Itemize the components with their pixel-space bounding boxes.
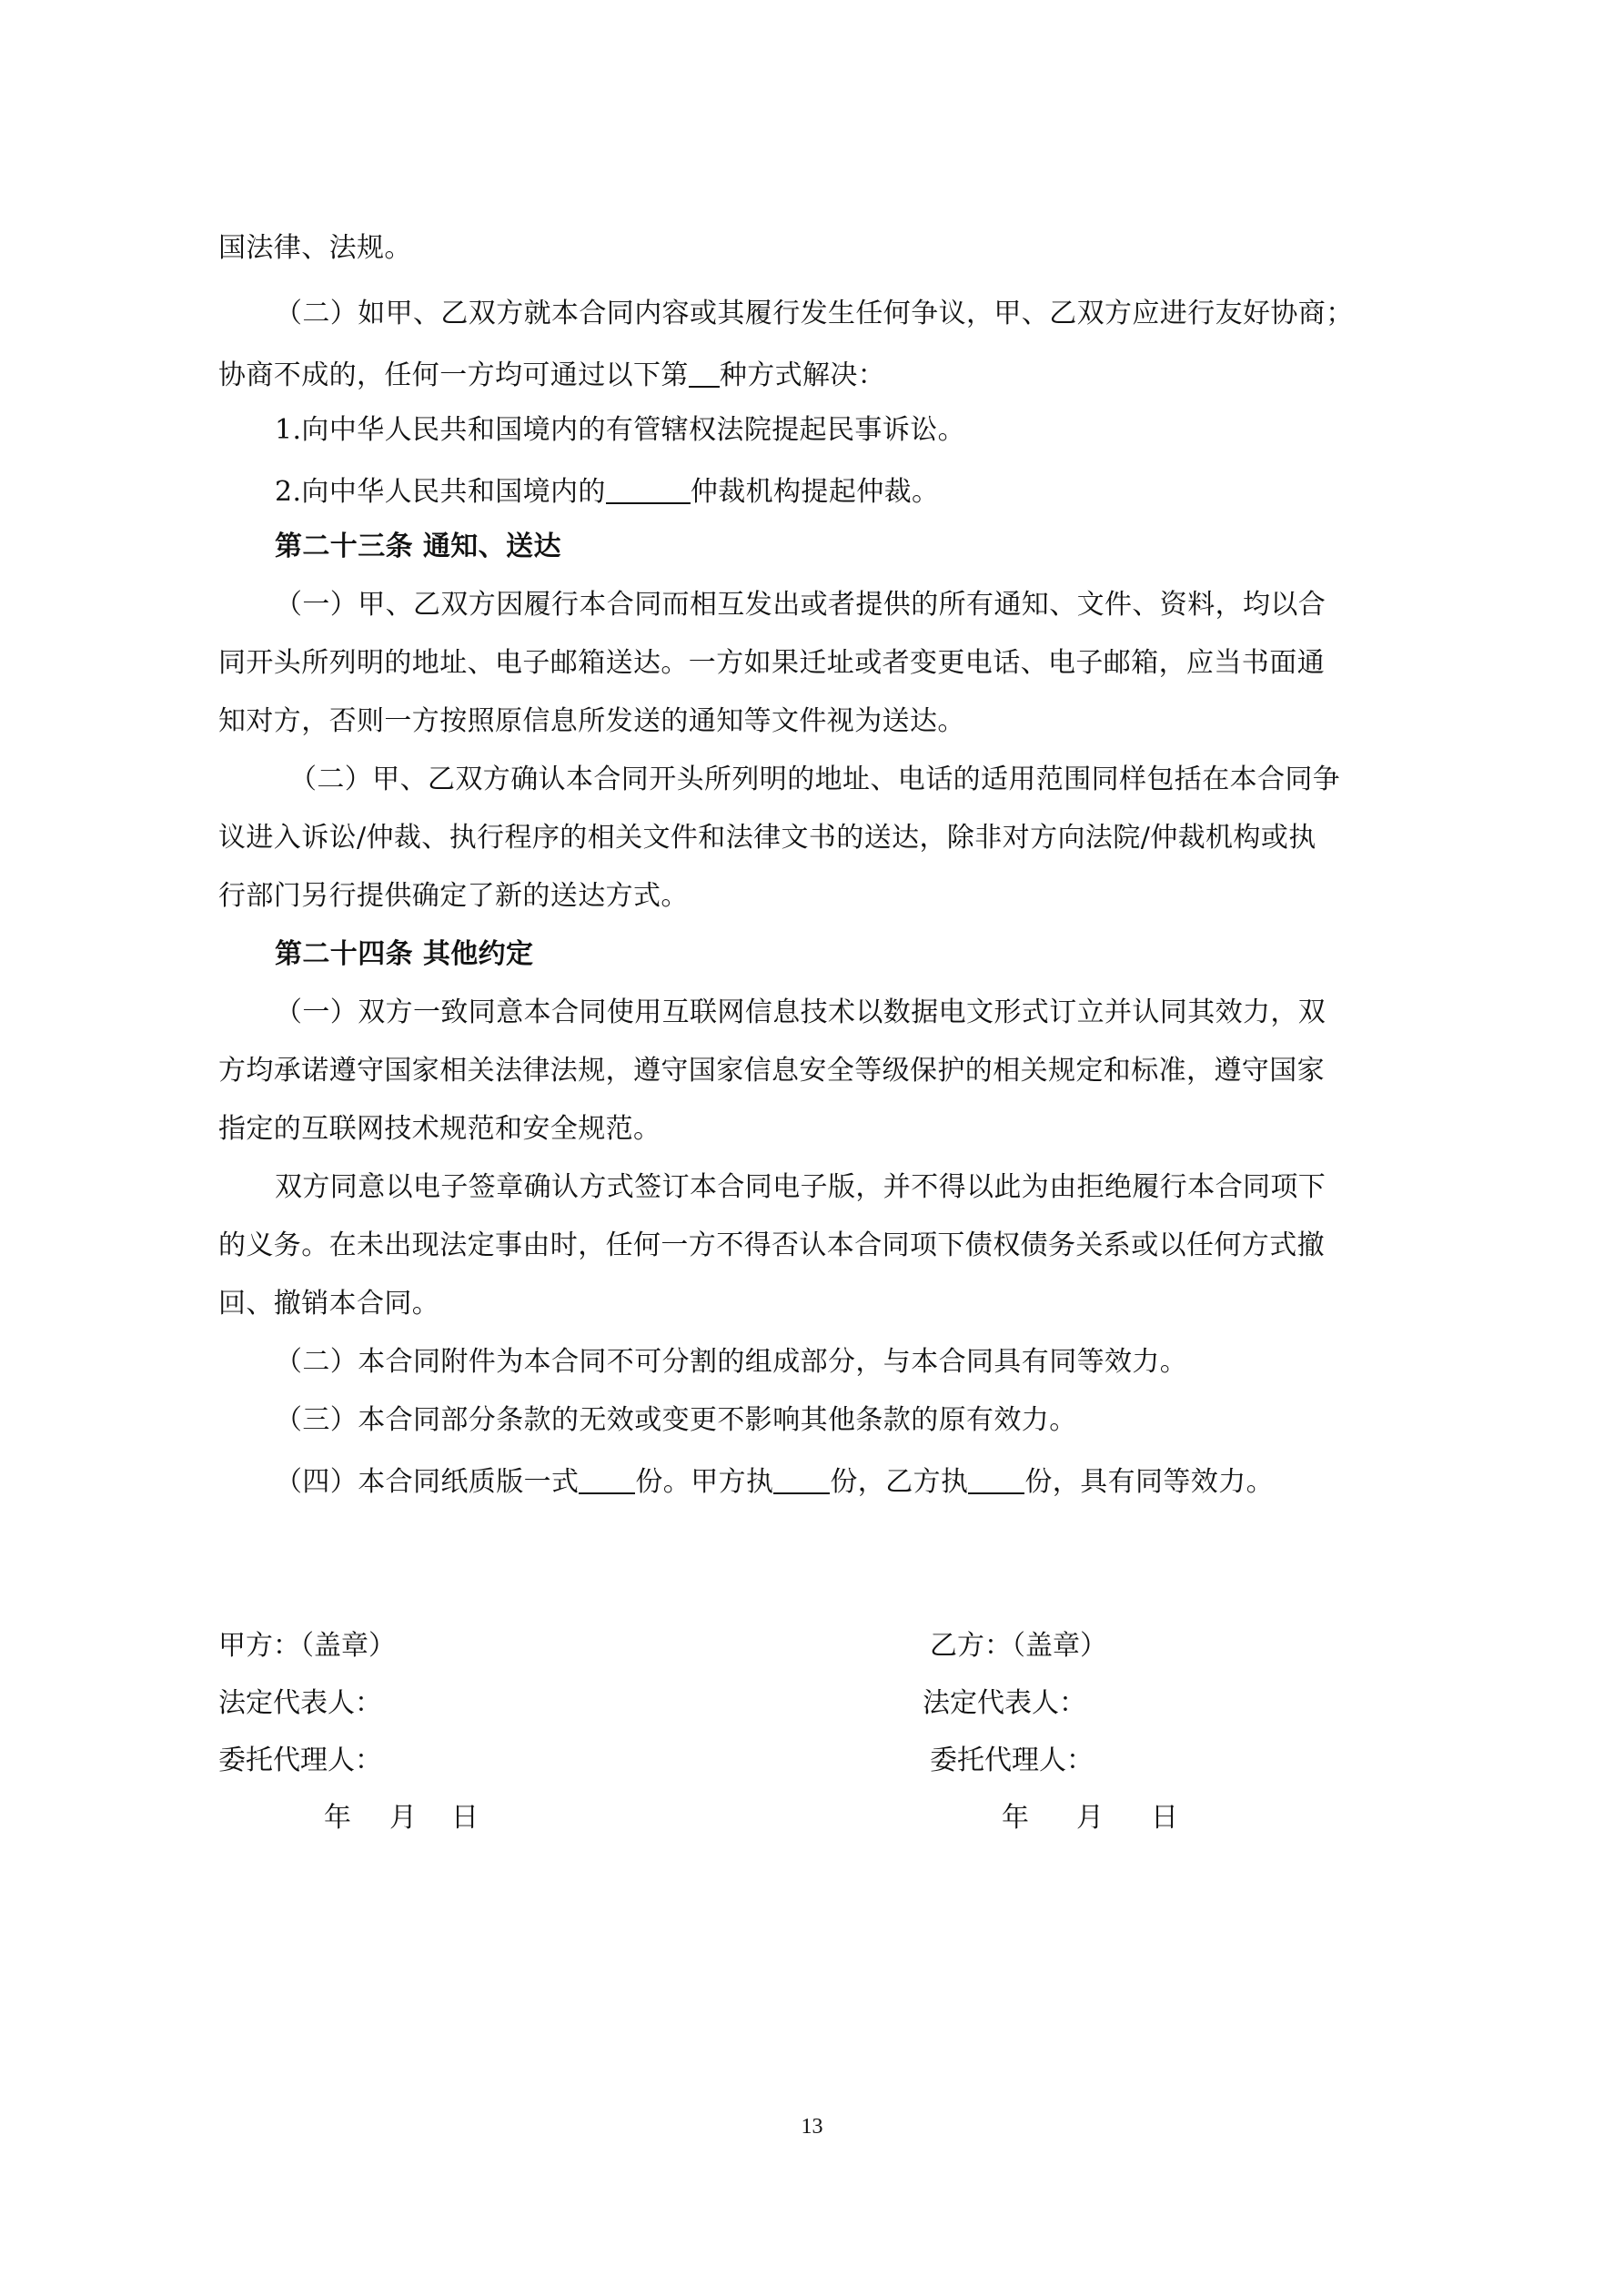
text-fragment: （四）本合同纸质版一式 — [275, 1466, 580, 1498]
body-line: （一）双方一致同意本合同使用互联网信息技术以数据电文形式订立并认同其效力，双 — [275, 996, 1326, 1028]
body-line: 双方同意以电子签章确认方式签订本合同电子版，并不得以此为由拒绝履行本合同项下 — [275, 1171, 1326, 1203]
month-label: 月 — [389, 1802, 417, 1834]
blank-line — [606, 475, 691, 504]
body-line: 的义务。在未出现法定事由时，任何一方不得否认本合同项下债权债务关系或以任何方式撤 — [218, 1229, 1325, 1261]
text-fragment: 协商不成的，任何一方均可通过以下第 — [218, 359, 689, 391]
body-line — [275, 1465, 1274, 1496]
body-line: 1.向中华人民共和国境内的有管辖权法院提起民事诉讼。 — [275, 414, 966, 446]
party-a-rep: 法定代表人： — [218, 1687, 382, 1719]
year-label: 年 — [1002, 1802, 1029, 1834]
party-b-date — [1002, 1802, 1178, 1834]
body-line: 回、撤销本合同。 — [218, 1288, 440, 1320]
party-a-label: 甲方：（盖章） — [218, 1630, 396, 1662]
blank-line — [579, 1465, 635, 1494]
month-label: 月 — [1076, 1802, 1104, 1834]
body-line: 国法律、法规。 — [218, 232, 412, 264]
text-fragment: 份，具有同等效力。 — [1024, 1466, 1275, 1498]
body-line: （三）本合同部分条款的无效或变更不影响其他条款的原有效力。 — [275, 1404, 1077, 1436]
blank-line — [968, 1465, 1024, 1494]
text-fragment: 仲裁机构提起仲裁。 — [690, 476, 940, 508]
body-line: 知对方，否则一方按照原信息所发送的通知等文件视为送达。 — [218, 705, 965, 737]
day-label: 日 — [451, 1802, 479, 1834]
text-fragment: 份，乙方执 — [830, 1466, 969, 1498]
section-heading-24: 第二十四条 其他约定 — [275, 938, 534, 970]
text-fragment: 份。甲方执 — [635, 1466, 774, 1498]
body-line — [275, 475, 939, 506]
section-heading-23: 第二十三条 通知、送达 — [275, 531, 561, 562]
body-line: （二）如甲、乙双方就本合同内容或其履行发生任何争议，甲、乙双方应进行友好协商； — [275, 298, 1354, 329]
year-label: 年 — [324, 1802, 351, 1834]
page-number: 13 — [801, 2115, 823, 2139]
party-a-agent: 委托代理人： — [218, 1745, 382, 1776]
blank-line — [773, 1465, 830, 1494]
body-line: 同开头所列明的地址、电子邮箱送达。一方如果迁址或者变更电话、电子邮箱，应当书面通 — [218, 647, 1325, 679]
body-line: （二）甲、乙双方确认本合同开头所列明的地址、电话的适用范围同样包括在本合同争 — [289, 764, 1341, 795]
body-line — [218, 359, 885, 389]
body-line: 行部门另行提供确定了新的送达方式。 — [218, 880, 689, 912]
body-line: （一）甲、乙双方因履行本合同而相互发出或者提供的所有通知、文件、资料，均以合 — [275, 589, 1326, 621]
text-fragment: 种方式解决： — [719, 359, 886, 391]
day-label: 日 — [1151, 1802, 1178, 1834]
text-fragment: 2.向中华人民共和国境内的 — [275, 476, 606, 508]
party-b-agent: 委托代理人： — [930, 1745, 1094, 1776]
body-line: 方均承诺遵守国家相关法律法规，遵守国家信息安全等级保护的相关规定和标准，遵守国家 — [218, 1055, 1325, 1087]
body-line: 指定的互联网技术规范和安全规范。 — [218, 1113, 661, 1145]
body-line: 议进入诉讼/仲裁、执行程序的相关文件和法律文书的送达，除非对方向法院/仲裁机构或执 — [218, 822, 1316, 854]
blank-line — [689, 359, 720, 388]
party-b-rep: 法定代表人： — [923, 1687, 1086, 1719]
body-line: （二）本合同附件为本合同不可分割的组成部分，与本合同具有同等效力。 — [275, 1346, 1188, 1378]
party-b-label: 乙方：（盖章） — [930, 1630, 1107, 1662]
party-a-date — [324, 1802, 479, 1834]
